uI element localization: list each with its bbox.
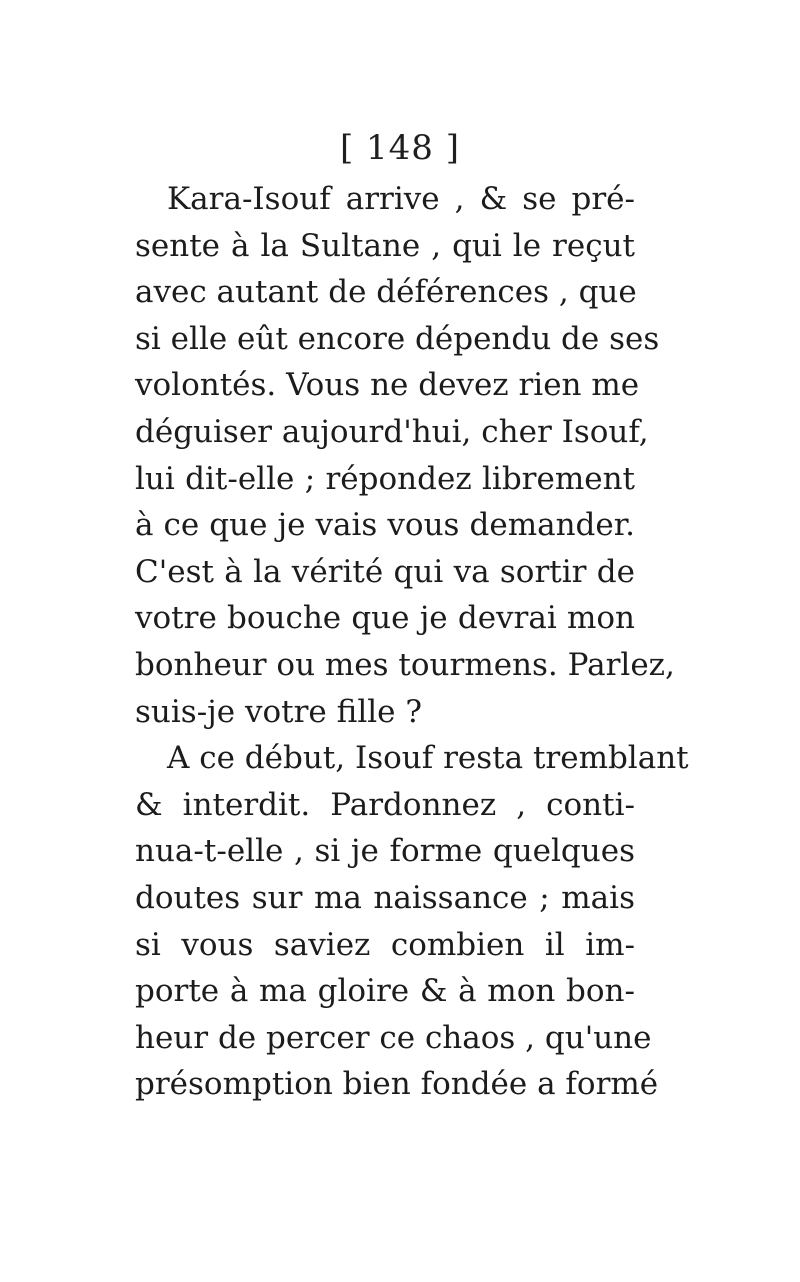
text-line: lui dit-elle ; répondez librement <box>135 460 635 497</box>
body-text <box>135 176 689 1108</box>
text-line: nua-t-elle , si je forme quelques <box>135 833 635 870</box>
text-line: volontés. Vous ne devez rien me <box>135 367 640 404</box>
text-line: doutes sur ma naissance ; mais <box>135 879 635 916</box>
text-line: déguiser aujourd'hui, cher Isouf, <box>135 413 649 450</box>
text-line: Kara-Isouf arrive , & se pré- <box>167 181 635 217</box>
text-line: porte à ma gloire & à mon bon- <box>135 973 635 1010</box>
text-line: A ce début, Isouf resta tremblant <box>167 740 689 777</box>
text-line: avec autant de déférences , que <box>135 274 637 311</box>
text-line: si vous saviez combien il im- <box>135 926 635 963</box>
text-line: présomption bien fondée a formé <box>135 1066 659 1103</box>
page-number: [ 148 ] <box>339 128 461 168</box>
text-line: bonheur ou mes tourmens. Parlez, <box>135 646 675 683</box>
text-line: suis-je votre fille ? <box>135 693 422 730</box>
text-line: heur de percer ce chaos , qu'une <box>135 1019 652 1056</box>
text-line: votre bouche que je devrai mon <box>135 600 635 637</box>
text-line: sente à la Sultane , qui le reçut <box>135 227 635 264</box>
text-line: C'est à la vérité qui va sortir de <box>135 553 635 590</box>
text-line: si elle eût encore dépendu de ses <box>135 320 660 357</box>
text-line: & interdit. Pardonnez , conti- <box>135 786 635 823</box>
text-line: à ce que je vais vous demander. <box>135 507 635 544</box>
